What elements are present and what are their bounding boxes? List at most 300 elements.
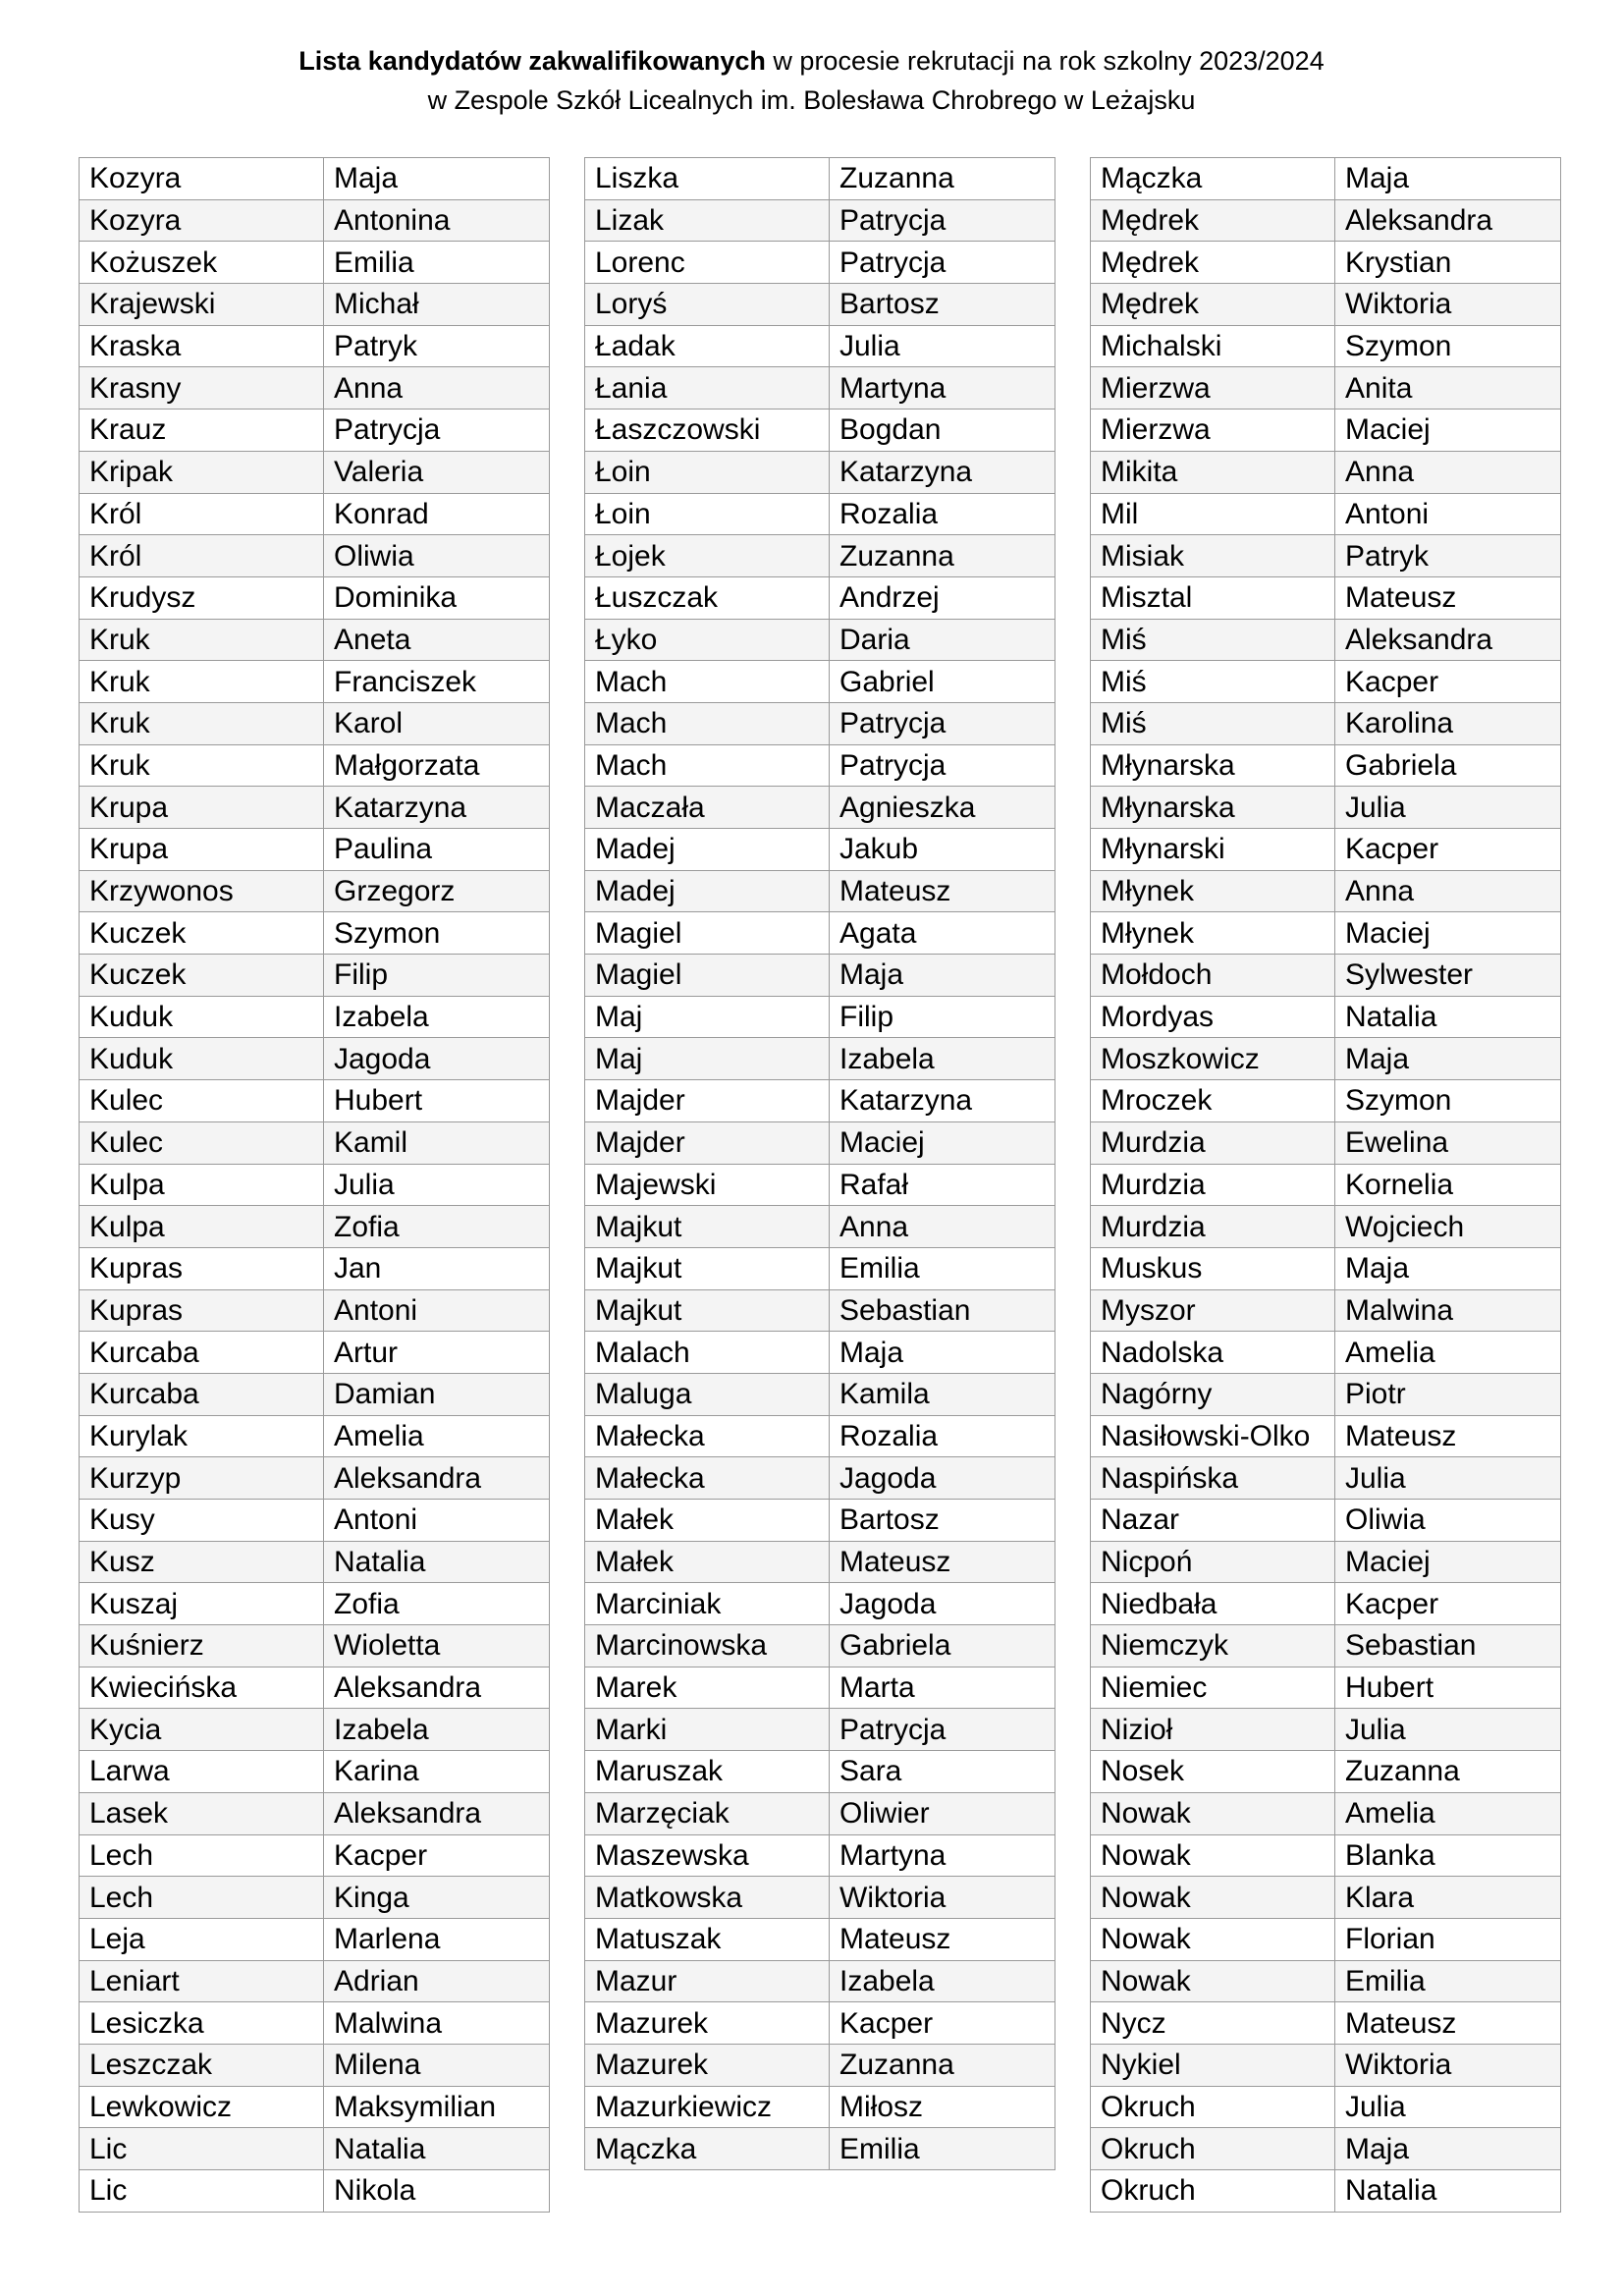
- table-row: [1091, 1583, 1561, 1625]
- first-name-cell: Maciej: [830, 1121, 1055, 1164]
- table-row: [1091, 1247, 1561, 1289]
- table-row: [585, 870, 1055, 912]
- first-name-cell: Agnieszka: [830, 787, 1055, 829]
- table-row: [80, 1247, 550, 1289]
- table-row: [585, 1247, 1055, 1289]
- surname-cell: Matkowska: [585, 1877, 830, 1919]
- table-row: [585, 619, 1055, 661]
- table-row: [585, 1289, 1055, 1332]
- first-name-cell: Katarzyna: [830, 1080, 1055, 1122]
- table-row: [1091, 912, 1561, 955]
- surname-cell: Łania: [585, 367, 830, 410]
- first-name-cell: Aneta: [324, 619, 550, 661]
- first-name-cell: Zuzanna: [1335, 1751, 1561, 1793]
- table-row: [1091, 199, 1561, 242]
- table-row: [1091, 702, 1561, 744]
- table-row: [585, 744, 1055, 787]
- surname-cell: Okruch: [1091, 2128, 1335, 2170]
- table-row: [80, 870, 550, 912]
- table-row: [80, 1583, 550, 1625]
- surname-cell: Kuśnierz: [80, 1625, 324, 1667]
- surname-cell: Kulec: [80, 1080, 324, 1122]
- first-name-cell: Maciej: [1335, 912, 1561, 955]
- first-name-cell: Filip: [830, 996, 1055, 1038]
- surname-cell: Krupa: [80, 787, 324, 829]
- surname-cell: Maczała: [585, 787, 830, 829]
- surname-cell: Łoin: [585, 493, 830, 535]
- surname-cell: Nosek: [1091, 1751, 1335, 1793]
- surname-cell: Kruk: [80, 702, 324, 744]
- table-row: [585, 912, 1055, 955]
- table-row: [585, 535, 1055, 577]
- first-name-cell: Marlena: [324, 1918, 550, 1960]
- surname-cell: Nagórny: [1091, 1373, 1335, 1415]
- first-name-cell: Maja: [830, 1332, 1055, 1374]
- first-name-cell: Julia: [324, 1164, 550, 1206]
- surname-cell: Niedbała: [1091, 1583, 1335, 1625]
- first-name-cell: Martyna: [830, 1834, 1055, 1877]
- first-name-cell: Agata: [830, 912, 1055, 955]
- surname-cell: Małecka: [585, 1457, 830, 1500]
- first-name-cell: Patrycja: [324, 410, 550, 452]
- table-row: [80, 1164, 550, 1206]
- first-name-cell: Marta: [830, 1667, 1055, 1709]
- table-row: [1091, 1751, 1561, 1793]
- table-row: [585, 1500, 1055, 1542]
- surname-cell: Okruch: [1091, 2086, 1335, 2128]
- first-name-cell: Kacper: [830, 2002, 1055, 2045]
- table-row: [1091, 1667, 1561, 1709]
- surname-cell: Leja: [80, 1918, 324, 1960]
- surname-cell: Larwa: [80, 1751, 324, 1793]
- surname-cell: Michalski: [1091, 325, 1335, 367]
- table-row: [80, 367, 550, 410]
- surname-cell: Lizak: [585, 199, 830, 242]
- first-name-cell: Hubert: [324, 1080, 550, 1122]
- first-name-cell: Izabela: [324, 1709, 550, 1751]
- table-row: [80, 787, 550, 829]
- surname-cell: Kuduk: [80, 996, 324, 1038]
- table-row: [1091, 493, 1561, 535]
- first-name-cell: Artur: [324, 1332, 550, 1374]
- first-name-cell: Martyna: [830, 367, 1055, 410]
- table-row: [585, 284, 1055, 326]
- surname-cell: Mędrek: [1091, 199, 1335, 242]
- table-row: [80, 912, 550, 955]
- surname-cell: Nowak: [1091, 1834, 1335, 1877]
- first-name-cell: Patrycja: [830, 702, 1055, 744]
- first-name-cell: Gabriel: [830, 661, 1055, 703]
- table-row: [80, 451, 550, 493]
- first-name-cell: Małgorzata: [324, 744, 550, 787]
- first-name-cell: Kacper: [1335, 1583, 1561, 1625]
- first-name-cell: Kacper: [1335, 829, 1561, 871]
- first-name-cell: Sylwester: [1335, 955, 1561, 997]
- surname-cell: Młynarska: [1091, 744, 1335, 787]
- surname-cell: Maruszak: [585, 1751, 830, 1793]
- first-name-cell: Gabriela: [830, 1625, 1055, 1667]
- table-row: [80, 410, 550, 452]
- table-row: [80, 955, 550, 997]
- first-name-cell: Katarzyna: [324, 787, 550, 829]
- table-row: [80, 1206, 550, 1248]
- surname-cell: Nowak: [1091, 1792, 1335, 1834]
- surname-cell: Mierzwa: [1091, 410, 1335, 452]
- first-name-cell: Mateusz: [830, 870, 1055, 912]
- first-name-cell: Malwina: [324, 2002, 550, 2045]
- first-name-cell: Milena: [324, 2044, 550, 2086]
- first-name-cell: Zofia: [324, 1206, 550, 1248]
- surname-cell: Kripak: [80, 451, 324, 493]
- candidate-table-column-3: [1090, 157, 1561, 2213]
- first-name-cell: Bartosz: [830, 284, 1055, 326]
- surname-cell: Okruch: [1091, 2170, 1335, 2213]
- surname-cell: Lewkowicz: [80, 2086, 324, 2128]
- table-row: [585, 325, 1055, 367]
- table-row: [80, 1751, 550, 1793]
- first-name-cell: Mateusz: [830, 1918, 1055, 1960]
- first-name-cell: Maciej: [1335, 410, 1561, 452]
- table-row: [585, 493, 1055, 535]
- table-row: [1091, 367, 1561, 410]
- first-name-cell: Bartosz: [830, 1500, 1055, 1542]
- first-name-cell: Oliwier: [830, 1792, 1055, 1834]
- table-row: [80, 535, 550, 577]
- surname-cell: Mędrek: [1091, 284, 1335, 326]
- first-name-cell: Mateusz: [1335, 2002, 1561, 2045]
- surname-cell: Kurylak: [80, 1415, 324, 1457]
- first-name-cell: Julia: [1335, 1709, 1561, 1751]
- table-row: [585, 1373, 1055, 1415]
- surname-cell: Majder: [585, 1121, 830, 1164]
- surname-cell: Nykiel: [1091, 2044, 1335, 2086]
- table-row: [1091, 158, 1561, 200]
- surname-cell: Mordyas: [1091, 996, 1335, 1038]
- table-row: [1091, 829, 1561, 871]
- first-name-cell: Julia: [1335, 787, 1561, 829]
- first-name-cell: Wiktoria: [1335, 2044, 1561, 2086]
- table-row: [80, 2002, 550, 2045]
- first-name-cell: Natalia: [1335, 2170, 1561, 2213]
- first-name-cell: Sebastian: [1335, 1625, 1561, 1667]
- surname-cell: Liszka: [585, 158, 830, 200]
- first-name-cell: Emilia: [830, 2128, 1055, 2170]
- table-row: [1091, 1289, 1561, 1332]
- surname-cell: Mach: [585, 744, 830, 787]
- surname-cell: Lic: [80, 2170, 324, 2213]
- surname-cell: Mazur: [585, 1960, 830, 2002]
- table-row: [585, 1625, 1055, 1667]
- surname-cell: Majkut: [585, 1206, 830, 1248]
- table-row: [585, 1206, 1055, 1248]
- surname-cell: Lech: [80, 1834, 324, 1877]
- table-row: [80, 2044, 550, 2086]
- surname-cell: Madej: [585, 870, 830, 912]
- first-name-cell: Mateusz: [830, 1541, 1055, 1583]
- surname-cell: Niemczyk: [1091, 1625, 1335, 1667]
- table-row: [80, 2170, 550, 2213]
- table-row: [585, 787, 1055, 829]
- first-name-cell: Patrycja: [830, 242, 1055, 284]
- first-name-cell: Maja: [1335, 1038, 1561, 1080]
- table-row: [1091, 1038, 1561, 1080]
- surname-cell: Miś: [1091, 661, 1335, 703]
- surname-cell: Kraska: [80, 325, 324, 367]
- first-name-cell: Nikola: [324, 2170, 550, 2213]
- surname-cell: Mazurkiewicz: [585, 2086, 830, 2128]
- first-name-cell: Izabela: [830, 1038, 1055, 1080]
- header-line-1: [0, 41, 1623, 81]
- surname-cell: Młynek: [1091, 870, 1335, 912]
- surname-cell: Miś: [1091, 702, 1335, 744]
- surname-cell: Kusy: [80, 1500, 324, 1542]
- surname-cell: Kuduk: [80, 1038, 324, 1080]
- table-row: [1091, 996, 1561, 1038]
- surname-cell: Mączka: [585, 2128, 830, 2170]
- surname-cell: Kwiecińska: [80, 1667, 324, 1709]
- surname-cell: Nicpoń: [1091, 1541, 1335, 1583]
- table-row: [585, 1834, 1055, 1877]
- table-row: [80, 1834, 550, 1877]
- table-row: [1091, 1121, 1561, 1164]
- first-name-cell: Szymon: [1335, 325, 1561, 367]
- first-name-cell: Antoni: [324, 1500, 550, 1542]
- first-name-cell: Maja: [830, 955, 1055, 997]
- surname-cell: Myszor: [1091, 1289, 1335, 1332]
- table-row: [1091, 1960, 1561, 2002]
- first-name-cell: Maja: [324, 158, 550, 200]
- surname-cell: Maluga: [585, 1373, 830, 1415]
- table-row: [1091, 2044, 1561, 2086]
- table-row: [585, 158, 1055, 200]
- first-name-cell: Wiktoria: [830, 1877, 1055, 1919]
- table-row: [80, 702, 550, 744]
- table-row: [585, 1121, 1055, 1164]
- first-name-cell: Andrzej: [830, 576, 1055, 619]
- table-row: [585, 1541, 1055, 1583]
- surname-cell: Kozyra: [80, 199, 324, 242]
- first-name-cell: Karolina: [1335, 702, 1561, 744]
- table-row: [80, 2086, 550, 2128]
- first-name-cell: Natalia: [1335, 996, 1561, 1038]
- first-name-cell: Rafał: [830, 1164, 1055, 1206]
- surname-cell: Mołdoch: [1091, 955, 1335, 997]
- surname-cell: Majewski: [585, 1164, 830, 1206]
- surname-cell: Małek: [585, 1541, 830, 1583]
- surname-cell: Mazurek: [585, 2002, 830, 2045]
- surname-cell: Kruk: [80, 744, 324, 787]
- table-row: [80, 1792, 550, 1834]
- surname-cell: Nowak: [1091, 1877, 1335, 1919]
- surname-cell: Kurcaba: [80, 1373, 324, 1415]
- surname-cell: Marciniak: [585, 1583, 830, 1625]
- first-name-cell: Krystian: [1335, 242, 1561, 284]
- table-row: [585, 1415, 1055, 1457]
- table-row: [1091, 410, 1561, 452]
- surname-cell: Młynek: [1091, 912, 1335, 955]
- surname-cell: Łuszczak: [585, 576, 830, 619]
- table-row: [1091, 787, 1561, 829]
- table-row: [585, 1667, 1055, 1709]
- surname-cell: Murdzia: [1091, 1121, 1335, 1164]
- first-name-cell: Izabela: [830, 1960, 1055, 2002]
- table-row: [1091, 1877, 1561, 1919]
- first-name-cell: Julia: [1335, 1457, 1561, 1500]
- table-row: [1091, 451, 1561, 493]
- surname-cell: Nizioł: [1091, 1709, 1335, 1751]
- first-name-cell: Maciej: [1335, 1541, 1561, 1583]
- first-name-cell: Jakub: [830, 829, 1055, 871]
- first-name-cell: Sebastian: [830, 1289, 1055, 1332]
- table-row: [585, 576, 1055, 619]
- first-name-cell: Konrad: [324, 493, 550, 535]
- first-name-cell: Anna: [1335, 870, 1561, 912]
- surname-cell: Magiel: [585, 955, 830, 997]
- header-line-2: w Zespole Szkół Licealnych im. Bolesława Chrobrego w Leżajsku: [427, 85, 1196, 115]
- first-name-cell: Piotr: [1335, 1373, 1561, 1415]
- surname-cell: Lorenc: [585, 242, 830, 284]
- surname-cell: Naspińska: [1091, 1457, 1335, 1500]
- first-name-cell: Emilia: [830, 1247, 1055, 1289]
- surname-cell: Małek: [585, 1500, 830, 1542]
- first-name-cell: Szymon: [1335, 1080, 1561, 1122]
- first-name-cell: Karina: [324, 1751, 550, 1793]
- table-row: [585, 1709, 1055, 1751]
- first-name-cell: Maja: [1335, 158, 1561, 200]
- table-row: [1091, 2128, 1561, 2170]
- table-row: [1091, 1500, 1561, 1542]
- first-name-cell: Karol: [324, 702, 550, 744]
- table-row: [80, 284, 550, 326]
- surname-cell: Majkut: [585, 1289, 830, 1332]
- first-name-cell: Mateusz: [1335, 1415, 1561, 1457]
- first-name-cell: Julia: [830, 325, 1055, 367]
- surname-cell: Ładak: [585, 325, 830, 367]
- table-row: [1091, 576, 1561, 619]
- first-name-cell: Anita: [1335, 367, 1561, 410]
- surname-cell: Kozyra: [80, 158, 324, 200]
- table-row: [80, 493, 550, 535]
- surname-cell: Marzęciak: [585, 1792, 830, 1834]
- first-name-cell: Zuzanna: [830, 2044, 1055, 2086]
- first-name-cell: Aleksandra: [324, 1667, 550, 1709]
- first-name-cell: Franciszek: [324, 661, 550, 703]
- first-name-cell: Jan: [324, 1247, 550, 1289]
- table-row: [80, 2128, 550, 2170]
- first-name-cell: Maksymilian: [324, 2086, 550, 2128]
- first-name-cell: Natalia: [324, 2128, 550, 2170]
- first-name-cell: Patrycja: [830, 744, 1055, 787]
- surname-cell: Madej: [585, 829, 830, 871]
- first-name-cell: Miłosz: [830, 2086, 1055, 2128]
- surname-cell: Lic: [80, 2128, 324, 2170]
- first-name-cell: Anna: [830, 1206, 1055, 1248]
- surname-cell: Młynarski: [1091, 829, 1335, 871]
- table-row: [1091, 661, 1561, 703]
- table-row: [1091, 1625, 1561, 1667]
- first-name-cell: Kacper: [324, 1834, 550, 1877]
- surname-cell: Mil: [1091, 493, 1335, 535]
- surname-cell: Magiel: [585, 912, 830, 955]
- surname-cell: Kurzyp: [80, 1457, 324, 1500]
- first-name-cell: Rozalia: [830, 1415, 1055, 1457]
- first-name-cell: Antonina: [324, 199, 550, 242]
- table-row: [585, 1164, 1055, 1206]
- surname-cell: Murdzia: [1091, 1206, 1335, 1248]
- table-row: [585, 996, 1055, 1038]
- surname-cell: Majder: [585, 1080, 830, 1122]
- first-name-cell: Aleksandra: [324, 1792, 550, 1834]
- surname-cell: Krudysz: [80, 576, 324, 619]
- table-row: [80, 661, 550, 703]
- first-name-cell: Klara: [1335, 1877, 1561, 1919]
- table-row: [585, 829, 1055, 871]
- first-name-cell: Patrycja: [830, 1709, 1055, 1751]
- table-row: [80, 1960, 550, 2002]
- table-row: [80, 1709, 550, 1751]
- first-name-cell: Kinga: [324, 1877, 550, 1919]
- surname-cell: Krauz: [80, 410, 324, 452]
- table-row: [585, 1080, 1055, 1122]
- table-row: [1091, 1332, 1561, 1374]
- first-name-cell: Patryk: [324, 325, 550, 367]
- table-row: [1091, 1541, 1561, 1583]
- table-row: [585, 2128, 1055, 2170]
- first-name-cell: Antoni: [1335, 493, 1561, 535]
- surname-cell: Marek: [585, 1667, 830, 1709]
- table-row: [585, 661, 1055, 703]
- surname-cell: Kruk: [80, 661, 324, 703]
- table-row: [585, 702, 1055, 744]
- table-row: [585, 1751, 1055, 1793]
- table-row: [1091, 1709, 1561, 1751]
- table-row: [585, 451, 1055, 493]
- table-row: [80, 1667, 550, 1709]
- surname-cell: Młynarska: [1091, 787, 1335, 829]
- first-name-cell: Amelia: [1335, 1332, 1561, 1374]
- table-row: [585, 410, 1055, 452]
- surname-cell: Leniart: [80, 1960, 324, 2002]
- table-row: [585, 2044, 1055, 2086]
- first-name-cell: Oliwia: [1335, 1500, 1561, 1542]
- first-name-cell: Kornelia: [1335, 1164, 1561, 1206]
- first-name-cell: Aleksandra: [1335, 199, 1561, 242]
- first-name-cell: Jagoda: [830, 1583, 1055, 1625]
- table-row: [80, 325, 550, 367]
- surname-cell: Łoin: [585, 451, 830, 493]
- table-row: [80, 744, 550, 787]
- surname-cell: Kożuszek: [80, 242, 324, 284]
- table-row: [1091, 535, 1561, 577]
- first-name-cell: Florian: [1335, 1918, 1561, 1960]
- table-row: [1091, 284, 1561, 326]
- surname-cell: Kycia: [80, 1709, 324, 1751]
- first-name-cell: Izabela: [324, 996, 550, 1038]
- surname-cell: Małecka: [585, 1415, 830, 1457]
- surname-cell: Maj: [585, 996, 830, 1038]
- table-row: [80, 199, 550, 242]
- table-row: [80, 1121, 550, 1164]
- table-row: [585, 1960, 1055, 2002]
- surname-cell: Kupras: [80, 1247, 324, 1289]
- surname-cell: Mach: [585, 702, 830, 744]
- first-name-cell: Sara: [830, 1751, 1055, 1793]
- table-row: [585, 1457, 1055, 1500]
- table-row: [80, 619, 550, 661]
- candidate-table-column-2: [584, 157, 1055, 2170]
- table-row: [1091, 2002, 1561, 2045]
- first-name-cell: Aleksandra: [324, 1457, 550, 1500]
